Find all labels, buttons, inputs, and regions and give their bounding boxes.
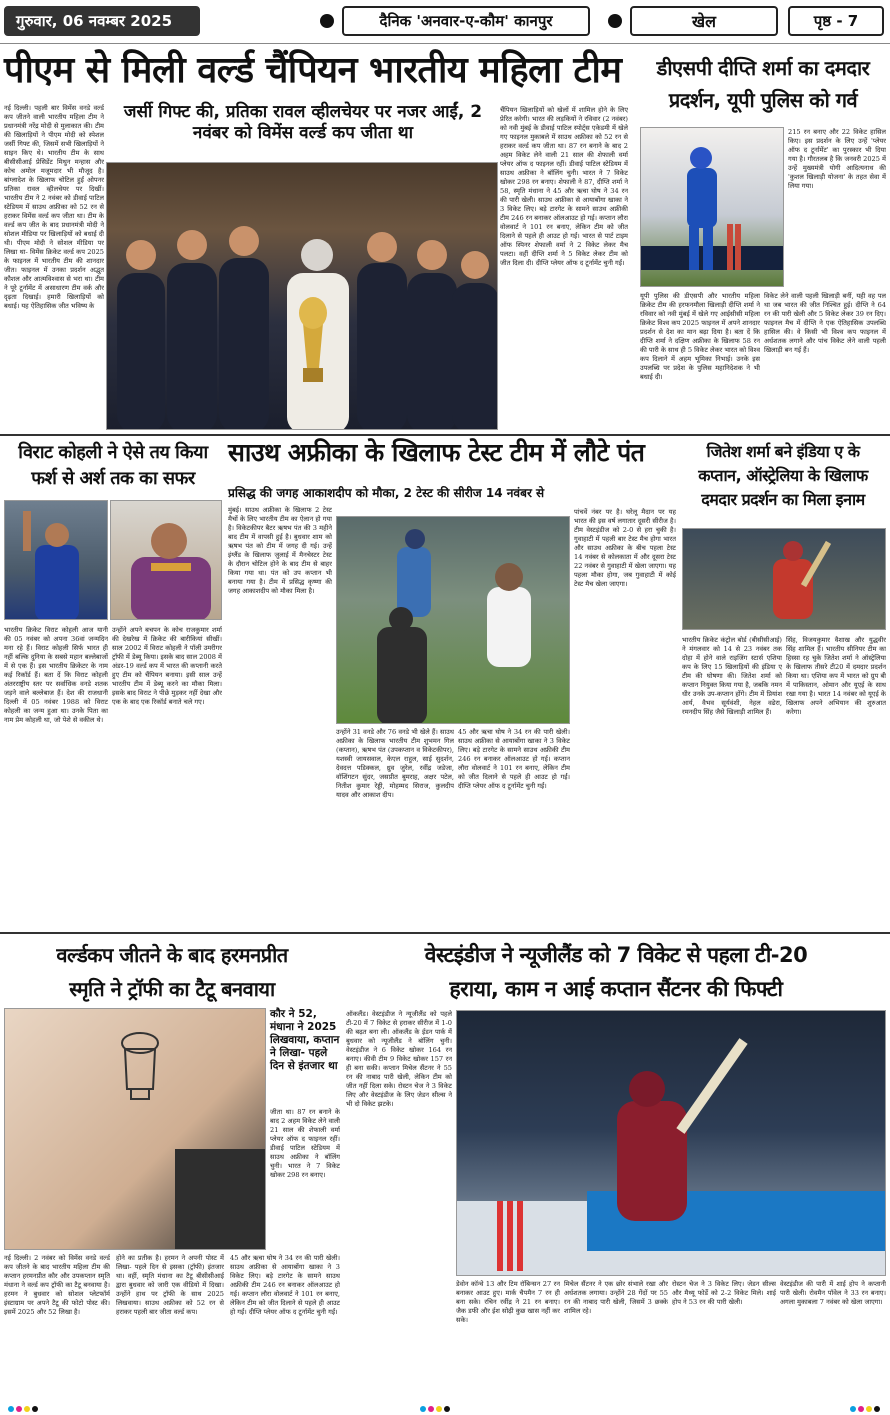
tattoo-photo-graphic bbox=[5, 1009, 266, 1250]
story6-column-2: होने का प्रतीक है। हरमन ने अपनी पोस्ट में लिखा- पहले दिन से इसका (ट्रॉफी) इंतजार था। वहीं, स्मृति मंधाना का टैटू बीसीसीआई द्वारा बुधवार को जारी एक वीडियो में दिखा। उन्होंने हाथ पर ट्रॉफी के साथ 2025 लिखवाया। साउथ अफ्रीका को 52 रन से हराकर पहली बार जीता वर्ल्ड कप। bbox=[116, 1254, 224, 1316]
rishabh-pant-photo bbox=[336, 516, 570, 724]
story2-headline-line-2: प्रदर्शन, यूपी पुलिस को गर्व bbox=[668, 88, 858, 112]
story4-column-1: मुंबई। साउथ अफ्रीका के खिलाफ 2 टेस्ट मैचों के लिए भारतीय टीम का ऐलान हो गया है। विकेटकीपर बैटर ऋषभ पंत की 3 महीने बाद टीम में वापसी हुई है। बुधवार शाम को ऋषभ पंत को टीम में जगह दी गई। उन्हें इंग्लैंड के खिलाफ जुलाई में मैनचेस्टर टेस्ट के दौरान चोटिल होने के बाद टीम से बाहर किया गया था। पंत को उप कप्तान भी बनाया गया है। टीम में प्रसिद्ध कृष्णा की जगह आकाशदीप को मौका मिला है। bbox=[228, 506, 332, 595]
virat-photo-1-graphic bbox=[5, 501, 108, 620]
story7-column-1: डेवोन कॉन्वे 13 और टिम रॉबिन्सन 27 रन बनाकर आउट हुए। मार्क चैपमैन 7 रन ही बना सके। रचिन रवींद्र ने 21 रन बनाए। जैक डफी और ईश सोढ़ी कुछ खास नहीं कर सके। bbox=[456, 1280, 560, 1324]
story7-column-2: मिचेल सैंटनर ने एक छोर संभाले रखा और अर्धशतक लगाया। उन्होंने 28 गेंदों पर 55 रन की नाबाद पारी खेली, जिसमें 3 छक्के शामिल रहे। bbox=[564, 1280, 668, 1315]
story4-column-2b: 45 और ऋचा घोष ने 34 रन की पारी खेली। साउथ अफ्रीका से आयाबोंगा खाका ने 3 विकेट लिए। बड़े टारगेट के सामने साउथ अफ्रीकी टीम 246 रन बनाकर ऑलआउट हो गई। कप्तान लौरा वोलवार्ट ने 101 रन बनाए, लेकिन टीम को जीत दिलाने से पहले ही आउट हो गईं। दीप्ति प्लेयर ऑफ द टूर्नामेंट चुनी गईं। bbox=[458, 728, 570, 790]
story2-headline bbox=[640, 52, 886, 116]
page-number: पृष्ठ - 7 bbox=[813, 12, 859, 30]
divider bbox=[0, 932, 890, 934]
story3-headline-line-2: फर्श से अर्श तक का सफर bbox=[31, 468, 195, 489]
virat-kohli-photo-2 bbox=[110, 500, 222, 620]
header-bullet bbox=[320, 14, 334, 28]
story5-headline-line-3: दमदार प्रदर्शन का मिला इनाम bbox=[701, 490, 865, 509]
page-header bbox=[0, 0, 890, 44]
story7-headline bbox=[346, 938, 886, 1006]
story2-headline-line-1: डीएसपी दीप्ति शर्मा का दमदार bbox=[656, 56, 870, 80]
story5-column-2: सिंह, विजयकुमार वैशाख और युद्धवीर सिंह शामिल हैं। भारतीय सीनियर टीम का हिस्सा रह चुके जितेश शर्मा ने ऑस्ट्रेलिया के खिलाफ तीसरे टी20 में दमदार प्रदर्शन किया था। एशिया कप में भारत को ग्रुप बी में पाकिस्तान, ओमान और यूएई के साथ रखा गया है। भारत 14 नवंबर को यूएई के खिलाफ अपने अभियान की शुरुआत करेगा। bbox=[786, 636, 886, 716]
story7-column-3: रोस्टन चेज ने 3 विकेट लिए। जेडन सील्स और मैथ्यू फोर्डे को 2-2 विकेट मिले। शाई होप ने 53 रन की पारी खेली। bbox=[672, 1280, 776, 1306]
story2-column-1: यूपी पुलिस की डीएसपी और भारतीय महिला क्रिकेट टीम की हरफनमौला खिलाड़ी दीप्ति शर्मा ने रविवार को नवी मुंबई में खेले गए आईसीसी महिला क्रिकेट विश्व कप 2025 फाइनल में अपने शानदार प्रदर्शन से देश का मान बढ़ा दिया है। बता दें कि दीप्ति शर्मा ने दक्षिण अफ्रीका के खिलाफ 58 रन की पारी के साथ ही 5 विकेट लेकर भारत को विश्व कप दिलाने में अहम भूमिका निभाई। उनके इस उपलब्धि पर प्रदेश के पुलिस महानिदेशक ने भी बधाई दी। bbox=[640, 292, 760, 381]
story4-subheadline: प्रसिद्ध की जगह आकाशदीप को मौका, 2 टेस्ट की सीरीज 14 नवंबर से bbox=[228, 486, 545, 500]
story3-column-2: उन्होंने अपने बचपन के कोच राजकुमार शर्मा की देखरेख में क्रिकेट की बारीकियां सीखीं। साल 2002 में विराट कोहली ने पॉली उमरीगर ट्रॉफी में डेब्यू किया। इसके बाद साल 2008 में अंडर-19 वर्ल्ड कप में भारत की कप्तानी करते हुए टीम को चैंपियन बनाया। इसी साल उन्हें भारतीय टीम में डेब्यू करने का मौका मिला। इसके बाद विराट ने पीछे मुड़कर नहीं देखा और एक के बाद एक रिकॉर्ड बनाते चले गए। bbox=[112, 626, 222, 706]
trophy-tattoo-photo bbox=[4, 1008, 266, 1250]
date-text: गुरुवार, 06 नवम्बर 2025 bbox=[16, 12, 173, 30]
story6-column-3: 45 और ऋचा घोष ने 34 रन की पारी खेली। साउथ अफ्रीका से आयाबोंगा खाका ने 3 विकेट लिए। बड़े टारगेट के सामने साउथ अफ्रीकी टीम 246 रन बनाकर ऑलआउट हो गई। कप्तान लौरा वोलवार्ट ने 101 रन बनाए, लेकिन टीम को जीत दिलाने से पहले ही आउट हो गईं। दीप्ति प्लेयर ऑफ द टूर्नामेंट चुनी गईं। bbox=[230, 1254, 340, 1316]
story4-headline: साउथ अफ्रीका के खिलाफ टेस्ट टीम में लौटे पंत bbox=[228, 438, 645, 467]
story7-headline-line-1: वेस्टइंडीज ने न्यूजीलैंड को 7 विकेट से पहला टी-20 bbox=[424, 943, 808, 967]
deepti-photo-graphic bbox=[641, 128, 784, 287]
divider bbox=[0, 434, 890, 436]
header-bullet bbox=[608, 14, 622, 28]
story5-headline-line-1: जितेश शर्मा बने इंडिया ए के bbox=[706, 442, 860, 461]
story4-column-3: पांचवें नंबर पर है। घरेलू मैदान पर यह भारत की इस वर्ष लगातार दूसरी सीरीज है। टीम वेस्टइंडीज को 2-0 से हरा चुकी है। गुवाहाटी में पहली बार टेस्ट मैच होगा भारत और साउथ अफ्रीका के बीच पहला टेस्ट 14 नवंबर से कोलकाता में और दूसरा टेस्ट 22 नवंबर से गुवाहाटी में खेला जाएगा। यह पहला मौका होगा, जब गुवाहाटी में कोई टेस्ट मैच खेला जाएगा। bbox=[574, 508, 676, 588]
story1-headline: पीएम से मिली वर्ल्ड चैंपियन भारतीय महिला टीम bbox=[4, 50, 622, 91]
paper-name-box bbox=[342, 6, 590, 36]
story6-side-text: जीता था। 87 रन बनाने के बाद 2 अहम विकेट लेने वाली 21 साल की शेफाली वर्मा प्लेयर ऑफ द फाइनल रहीं। डीवाई पाटिल स्टेडियम में साउथ अफ्रीका ने बॉलिंग चुनी। भारत ने 7 विकेट खोकर 298 रन बनाए। bbox=[270, 1108, 340, 1179]
story3-headline bbox=[4, 440, 222, 492]
story5-headline-line-2: कप्तान, ऑस्ट्रेलिया के खिलाफ bbox=[698, 466, 868, 485]
story2-column-2: विकेट लेने वाली पहली खिलाड़ी बनीं, यही वह पल था जब भारत की जीत निश्चित हुई। दीप्ति ने 64 रन की पारी खेली और 5 विकेट लेकर 39 रन दिए। फाइनल मैच में दीप्ति ने एक ऐतिहासिक उपलब्धि हासिल की। वे किसी भी विश्व कप फाइनल में अर्धशतक लगाने और पांच विकेट लेने वाली पहली खिलाड़ी बन गई हैं। bbox=[764, 292, 886, 354]
story4-column-2: उन्होंने 31 वनडे और 76 वनडे भी खेले हैं। साउथ अफ्रीका के खिलाफ भारतीय टीम शुभमन गिल (कप्तान), ऋषभ पंत (उपकप्तान व विकेटकीपर), यशस्वी जायसवाल, केएल राहुल, साई सुदर्शन, देवदत्त पडिक्कल, ध्रुव जुरेल, रवींद्र जडेजा, वॉशिंगटन सुंदर, जसप्रीत बुमराह, अक्षर पटेल, नितीश कुमार रेड्डी, मोहम्मद सिराज, कुलदीप यादव और आकाश दीप। bbox=[336, 728, 454, 799]
team-photo-graphic bbox=[107, 163, 498, 430]
story6-headline-line-1: वर्ल्डकप जीतने के बाद हरमनप्रीत bbox=[56, 943, 288, 967]
story7-top-text: ऑकलैंड। वेस्टइंडीज ने न्यूजीलैंड को पहले टी-20 में 7 विकेट से हराकर सीरीज में 1-0 की बढ़त बना ली। ऑकलैंड के ईडन पार्क में बुधवार को न्यूजीलैंड ने बॉलिंग चुनी। वेस्टइंडीज ने 6 विकेट खोकर 164 रन बनाए। कीवी टीम 9 विकेट खोकर 157 रन ही बना सकी। कप्तान मिचेल सैंटनर ने 55 रन की नाबाद पारी खेली, लेकिन टीम को जीत नहीं दिला सके। रोस्टन चेज ने 3 विकेट लिए और वेस्टइंडीज के लिए जेडन सील्स ने भी दो विकेट झटके। bbox=[346, 1010, 452, 1108]
story7-headline-line-2: हराया, काम न आई कप्तान सैंटनर की फिफ्टी bbox=[449, 977, 783, 1001]
story1-column-2: चैंपियन खिलाड़ियों को खेलों में शामिल होने के लिए प्रेरित करेगी। भारत की लड़कियों ने रविवार (2 नवंबर) को नवी मुंबई के डीवाई पाटिल स्पोर्ट्स एकेडमी में खेले गए फाइनल मुकाबले में साउथ अफ्रीका को 52 रन से हराकर वर्ल्ड कप जीता था। 87 रन बनाने के बाद 2 अहम विकेट लेने वाली 21 साल की शेफाली वर्मा प्लेयर ऑफ द फाइनल रहीं। डीवाई पाटिल स्टेडियम में साउथ अफ्रीका ने बॉलिंग चुनी। भारत ने 7 विकेट खोकर 298 रन बनाए। शेफाली ने 87, दीप्ति शर्मा ने 58, स्मृति मंधाना ने 45 और ऋचा घोष ने 34 रन की पारी खेली। साउथ अफ्रीका से आयाबोंगा खाका ने 3 विकेट लिए। बड़े टारगेट के सामने साउथ अफ्रीकी टीम 246 रन बनाकर ऑलआउट हो गई। कप्तान लौरा वोलवार्ट ने 101 रन बनाए, लेकिन टीम को जीत दिलाने से पहले ही आउट हो गईं। भारत से पार्ट टाइम ऑफ स्पिनर शेफाली वर्मा ने 2 विकेट लेकर मैच पलटा। वहीं दीप्ति शर्मा ने 5 विकेट लेकर टीम को जीत दिला दी। दीप्ति प्लेयर ऑफ द टूर्नामेंट चुनी गईं। bbox=[500, 106, 628, 267]
story3-headline-line-1: विराट कोहली ने ऐसे तय किया bbox=[18, 442, 208, 463]
page-number-box bbox=[788, 6, 884, 36]
story1-column-1: नई दिल्ली। पहली बार विमेंस वनडे वर्ल्ड कप जीतने वाली भारतीय महिला टीम ने प्रधानमंत्री नरेंद्र मोदी से मुलाकात की। टीम की खिलाड़ियों ने पीएम मोदी को स्पेशल जर्सी गिफ्ट की, जिसमें सभी खिलाड़ियों ने साइन किए थे। भारतीय टीम के साथ बीसीसीआई प्रेसिडेंट मिथुन मन्हास और कोच अमोल मजूमदार भी मौजूद है। बांग्लादेश के खिलाफ चोटिल हुईं ओपनर प्रतिका रावल व्हीलचेयर पर दिखीं। भारतीय टीम ने 2 नवंबर को डीवाई पाटिल स्टेडियम में साउथ अफ्रीका को 52 रन से हराकर विमेंस वर्ल्ड कप जीता था। टीम के वर्ल्ड कप जीत के बाद प्रधानमंत्री मोदी ने सोशल मीडिया पर खिलाड़ियों को बधाई दी थी। पीएम मोदी ने सोशल मीडिया पर लिखा था- विमेंस क्रिकेट वर्ल्ड कप 2025 के फाइनल में भारतीय टीम की शानदार जीत। फाइनल में उनका प्रदर्शन अद्भुत कौशल और आत्मविश्वास से भरा था। टीम ने पूरे टूर्नामेंट में असाधारण टीम वर्क और दृढ़ता दिखाई। हमारी खिलाड़ियों को बधाई। यह ऐतिहासिक जीत भविष्य के bbox=[4, 104, 104, 310]
story6-headline bbox=[4, 938, 340, 1006]
jitesh-photo-graphic bbox=[683, 529, 886, 630]
story6-pull-quote: कौर ने 52, मंधाना ने 2025 लिखवाया, कप्तान ने लिखा- पहले दिन से इंतजार था bbox=[270, 1008, 340, 1072]
virat-photo-2-graphic bbox=[111, 501, 222, 620]
deepti-sharma-photo bbox=[640, 127, 784, 287]
story6-headline-line-2: स्मृति ने ट्रॉफी का टैटू बनवाया bbox=[69, 977, 275, 1001]
west-indies-batter-photo bbox=[456, 1010, 886, 1276]
story5-column-1: भारतीय क्रिकेट कंट्रोल बोर्ड (बीसीसीआई) ने मंगलवार को 14 से 23 नवंबर तक दोहा में होने वाले राइजिंग स्टार्स एशिया कप के लिए 15 खिलाड़ियों की इंडिया ए टीम की घोषणा की। जितेश शर्मा को कप्तान नियुक्त किया गया है, जबकि नमन धीर उनके उप-कप्तान होंगे। टीम में प्रियांश आर्य, वैभव सूर्यवंशी, नेहल वढेरा, रमनदीप सिंह जैसे खिलाड़ी शामिल हैं। bbox=[682, 636, 782, 716]
virat-kohli-photo-1 bbox=[4, 500, 108, 620]
story6-column-1: नई दिल्ली। 2 नवंबर को विमेंस वनडे वर्ल्ड कप जीतने के बाद भारतीय महिला टीम की कप्तान हरमनप्रीत कौर और उपकप्तान स्मृति मंधाना ने वर्ल्ड कप ट्रॉफी का टैटू बनवाया है। हरमन ने बुधवार को सोशल प्लेटफॉर्म इंस्टाग्राम पर अपने टैटू की फोटो पोस्ट की। इसमें 2025 और 52 लिखा है। bbox=[4, 1254, 110, 1316]
date-box bbox=[4, 6, 200, 36]
story2-top-text: 215 रन बनाए और 22 विकेट हासिल किए। इस प्रदर्शन के लिए उन्हें 'प्लेयर ऑफ द टूर्नामेंट' का पुरस्कार भी दिया गया है। गौरतलब है कि जनवरी 2025 में उन्हें मुख्यमंत्री योगी आदित्यनाथ की 'कुशल खिलाड़ी योजना' के तहत सेवा में लिया गया। bbox=[788, 128, 886, 190]
pant-photo-graphic bbox=[337, 517, 570, 724]
story1-subheadline: जर्सी गिफ्ट की, प्रतिका रावल व्हीलचेयर पर नजर आईं, 2 नवंबर को विमेंस वर्ल्ड कप जीता था bbox=[123, 102, 483, 144]
team-with-pm-photo bbox=[106, 162, 498, 430]
section-box bbox=[630, 6, 778, 36]
section-name: खेल bbox=[692, 12, 716, 31]
jitesh-sharma-photo bbox=[682, 528, 886, 630]
story3-column-1: भारतीय क्रिकेट विराट कोहली आज यानी की 05 नवंबर को अपना 36वां जन्मदिन मना रहे हैं। विराट कोहली सिर्फ भारत ही नहीं बल्कि दुनिया के सबसे महान बल्लेबाजों में से एक हैं। इस भारतीय क्रिकेटर के नाम कई रिकॉर्ड हैं। बता दें कि विराट कोहली अंतरराष्ट्रीय स्तर पर सर्वाधिक वनडे शतक जड़ने वाले बल्लेबाज हैं। देश की राजधानी दिल्ली में 05 नवंबर 1988 को विराट कोहली का जन्म हुआ था। उनके पिता का नाम प्रेम कोहली था, जो पेशे से वकील थे। bbox=[4, 626, 108, 724]
paper-name: दैनिक 'अनवार-ए-कौम' कानपुर bbox=[379, 12, 553, 30]
story5-headline bbox=[680, 440, 886, 512]
story7-column-4: वेस्टइंडीज की पारी में शाई होप ने कप्तानी पारी खेली। रोवमैन पॉवेल ने 33 रन बनाए। अगला मुकाबला 7 नवंबर को खेला जाएगा। bbox=[780, 1280, 886, 1306]
batter-photo-graphic bbox=[457, 1011, 886, 1276]
